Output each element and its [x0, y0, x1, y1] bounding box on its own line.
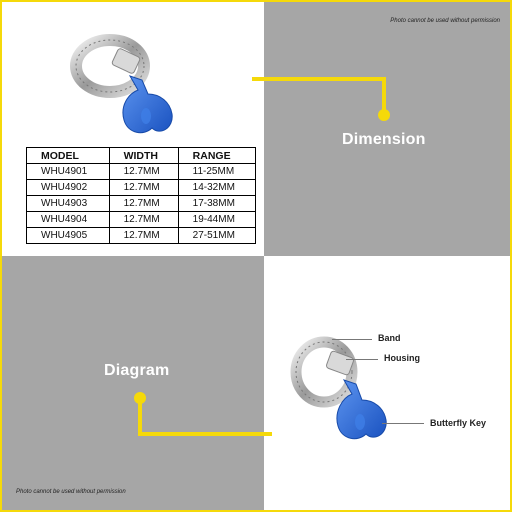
callout-band: Band	[378, 333, 401, 343]
col-width: WIDTH	[109, 148, 178, 164]
permission-notice-bottom: Photo cannot be used without permission	[16, 489, 126, 495]
hose-clamp-diagram-icon	[288, 332, 398, 452]
panel-bottom-left	[2, 256, 264, 512]
cell-width: 12.7MM	[109, 196, 178, 212]
cell-range: 14-32MM	[178, 180, 255, 196]
cell-range: 11-25MM	[178, 164, 255, 180]
col-range: RANGE	[178, 148, 255, 164]
dimension-connector-vertical	[382, 77, 386, 113]
table-row	[27, 196, 256, 212]
callout-butterfly-key: Butterfly Key	[430, 418, 487, 428]
table-row	[27, 228, 256, 244]
table-row	[27, 212, 256, 228]
table-row	[27, 164, 256, 180]
section-title-dimension: Dimension	[342, 131, 426, 148]
cell-model: WHU4902	[27, 180, 110, 196]
callout-line-band	[332, 339, 372, 340]
col-model: MODEL	[27, 148, 110, 164]
dimension-connector-horizontal	[252, 77, 386, 81]
cell-range: 27-51MM	[178, 228, 255, 244]
section-title-diagram: Diagram	[104, 362, 170, 379]
cell-width: 12.7MM	[109, 164, 178, 180]
cell-model: WHU4901	[27, 164, 110, 180]
callout-line-housing	[346, 359, 378, 360]
cell-range: 17-38MM	[178, 196, 255, 212]
cell-range: 19-44MM	[178, 212, 255, 228]
permission-notice-top: Photo cannot be used without permission	[390, 18, 500, 24]
table-header-row	[27, 148, 256, 164]
callout-housing: Housing	[384, 353, 420, 363]
cell-model: WHU4904	[27, 212, 110, 228]
callout-line-key	[382, 423, 424, 424]
cell-width: 12.7MM	[109, 180, 178, 196]
hose-clamp-icon	[68, 24, 178, 142]
cell-model: WHU4903	[27, 196, 110, 212]
cell-model: WHU4905	[27, 228, 110, 244]
dimension-connector-dot	[378, 109, 390, 121]
table-row	[27, 180, 256, 196]
spec-table	[26, 147, 256, 244]
cell-width: 12.7MM	[109, 212, 178, 228]
diagram-connector-vertical	[138, 398, 142, 436]
diagram-connector-horizontal	[138, 432, 272, 436]
cell-width: 12.7MM	[109, 228, 178, 244]
panel-top-right	[264, 2, 512, 256]
